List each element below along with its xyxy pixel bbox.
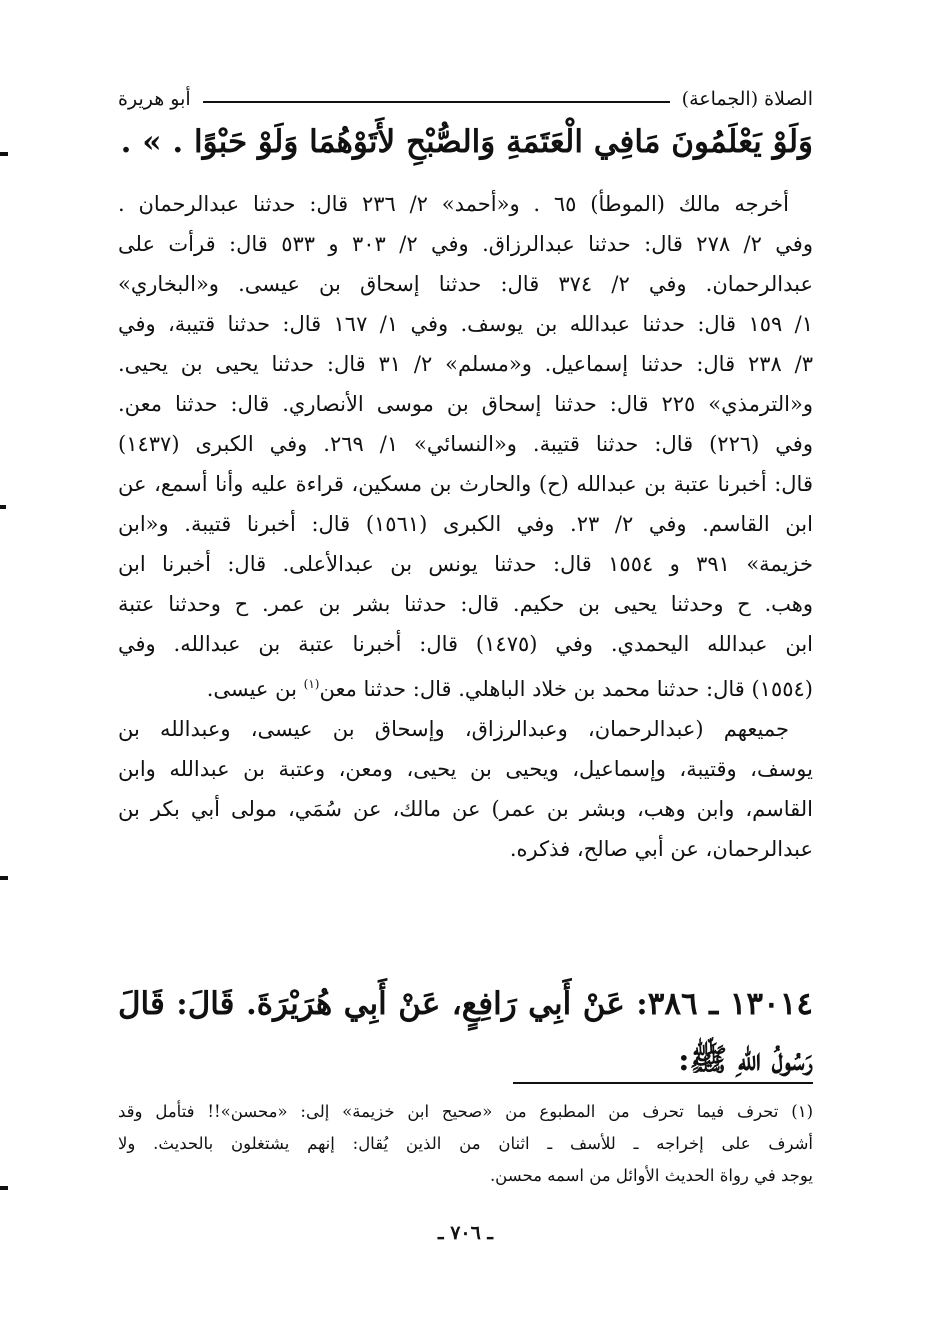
text-line: عبدالرحمان، عن أبي صالح، فذكره.	[509, 837, 813, 861]
hadith-heading-line: ١٣٠١٤ ـ ٣٨٦: عَنْ أَبِي رَافِعٍ، عَنْ أَبِي هُرَيْرَةَ. قَالَ: قَالَ	[118, 986, 814, 1022]
text-line: عبدالرحمان. وفي ٢/ ٣٧٤ قال: حدثنا إسحاق بن عيسى. و«البخاري»	[118, 272, 813, 296]
text-line	[118, 664, 813, 709]
footnote-line: (١) تحرف فيما تحرف من المطبوع من «صحيح ابن خزيمة» إلى: «محسن»!! فتأمل وقد	[118, 1102, 813, 1121]
header-narrator: أبو هريرة	[118, 88, 191, 110]
scan-edge-mark	[0, 876, 8, 880]
scan-edge-mark	[0, 152, 8, 156]
takhrij-text	[118, 184, 813, 869]
text-fragment: بن عيسى.	[206, 677, 304, 701]
text-line: وهب. ح وحدثنا يحيى بن حكيم. قال: حدثنا بشر بن عمر. ح وحدثنا عتبة	[118, 592, 813, 616]
hadith-continuation: وَلَوْ يَعْلَمُونَ مَافِي الْعَتَمَةِ وَالصُّبْحِ لأَتَوْهُمَا وَلَوْ حَبْوًا . » .	[120, 124, 813, 160]
text-line: ابن القاسم. وفي ٢/ ٢٣. وفي الكبرى (١٥٦١) قال: أخبرنا قتيبة. و«ابن	[118, 512, 813, 536]
scan-edge-mark	[0, 505, 6, 509]
footnote-reference[interactable]: (١)	[303, 677, 320, 691]
footnote-line: يوجد في رواة الحديث الأوائل من اسمه محسن.	[489, 1166, 813, 1185]
header-chapter: الصلاة (الجماعة)	[681, 88, 813, 110]
text-line: قال: أخبرنا عتبة بن عبدالله (ح) والحارث بن مسكين، قراءة عليه وأنا أسمع، عن	[118, 472, 813, 496]
page-number: ـ ٧٠٦ ـ	[438, 1222, 493, 1244]
text-line: ١/ ١٥٩ قال: حدثنا عبدالله بن يوسف. وفي ١/ ١٦٧ قال: حدثنا قتيبة، وفي	[118, 312, 813, 336]
text-line: جميعهم (عبدالرحمان، وعبدالرزاق، وإسحاق بن عيسى، وعبدالله بن	[118, 717, 789, 741]
header-rule	[203, 101, 670, 103]
text-line: يوسف، وقتيبة، وإسماعيل، ويحيى بن يحيى، ومعن، وعتبة بن عبدالله وابن	[118, 757, 813, 781]
takhrij-paragraph-2	[118, 709, 813, 869]
footnote-line: أشرف على إخراجه ـ للأسف ـ اثنان من الذين يُقال: إنهم يشتغلون بالحديث. ولا	[118, 1134, 813, 1153]
text-line: وفي (٢٢٦) قال: حدثنا قتيبة. و«النسائي» ١/ ٢٦٩. وفي الكبرى (١٤٣٧)	[118, 432, 813, 456]
footnote-separator	[513, 1082, 813, 1084]
takhrij-paragraph-1	[118, 184, 813, 709]
hadith-heading-line: رَسُولُ اللهِ ﷺ:	[678, 1042, 813, 1078]
text-line: و«الترمذي» ٢٢٥ قال: حدثنا إسحاق بن موسى الأنصاري. قال: حدثنا معن.	[118, 392, 813, 416]
text-fragment: (١٥٥٤) قال: حدثنا محمد بن خلاد الباهلي. قال: حدثنا معن	[319, 677, 813, 701]
text-line: خزيمة» ٣٩١ و ١٥٥٤ قال: حدثنا يونس بن عبدالأعلى. قال: أخبرنا ابن	[118, 552, 813, 576]
text-line: ابن عبدالله اليحمدي. وفي (١٤٧٥) قال: أخبرنا عتبة بن عبدالله. وفي	[118, 632, 814, 656]
text-line: القاسم، وابن وهب، وبشر بن عمر) عن مالك، عن سُمَي، مولى أبي بكر بن	[118, 797, 813, 821]
scan-edge-mark	[0, 1186, 8, 1190]
text-line: وفي ٢/ ٢٧٨ قال: حدثنا عبدالرزاق. وفي ٢/ ٣٠٣ و ٥٣٣ قال: قرأت على	[118, 232, 813, 256]
text-line: أخرجه مالك (الموطأ) ٦٥ . و«أحمد» ٢/ ٢٣٦ قال: حدثنا عبدالرحمان .	[118, 192, 789, 216]
text-line: ٣/ ٢٣٨ قال: حدثنا إسماعيل. و«مسلم» ٢/ ٣١ قال: حدثنا يحيى بن يحيى.	[118, 352, 813, 376]
footnote	[118, 1096, 813, 1192]
next-hadith	[118, 976, 813, 1088]
running-header	[118, 84, 813, 114]
